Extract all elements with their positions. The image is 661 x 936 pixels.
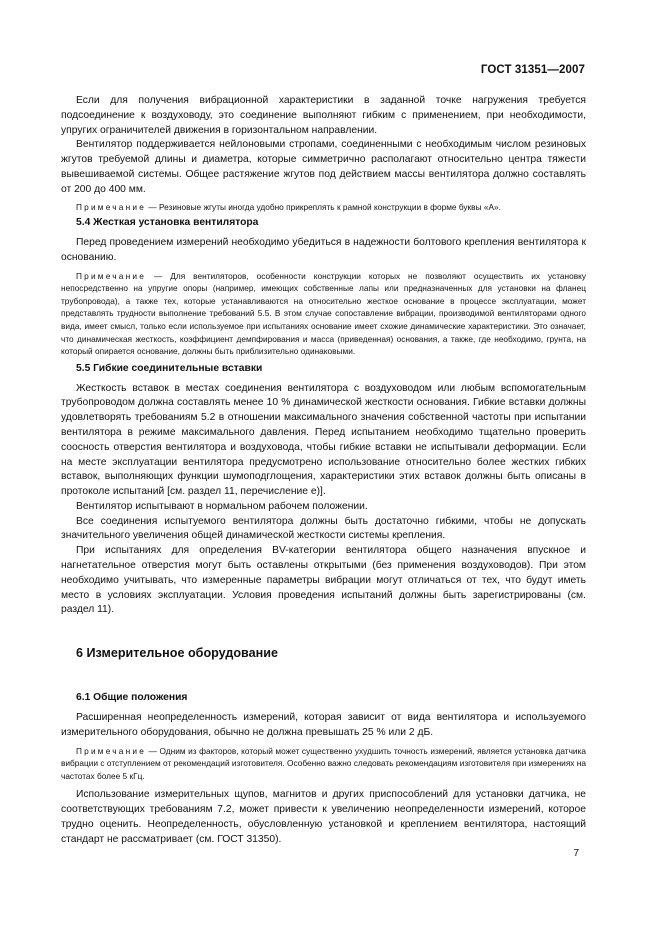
note-text: — Резиновые жгуты иногда удобно прикреплять к рамной конструкции в форме буквы «А». bbox=[146, 201, 501, 212]
paragraph: Перед проведением измерений необходимо убедиться в надежности болтового крепления вентилятора к основанию. bbox=[61, 236, 586, 263]
note-text: — Одним из факторов, который может существенно ухудшить точность измерений, является установка датчика вибрации с отступлением от рекомендаций изготовителя. Особенно важно следовать рекомендациям изготовителя при измерениях на частотах более 5 кГц. bbox=[61, 745, 586, 781]
section-heading-6-1: 6.1 Общие положения bbox=[76, 692, 188, 704]
paragraph: Жесткость вставок в местах соединения вентилятора с воздуховодом или любым вспомогательным трубопроводом должна составлять менее 10 % динамической жесткости основания. Гибкие вставки должны удовлетворять требованиям 5.2 в отношении максимального значения собственной частоты при испытании вентилятора в режиме максимального давления. Перед испытанием необходимо тщательно проверить соосность отверстия вентилятора и воздуховода, чтобы гибкие вставки не испытывали деформации. Если на месте эксплуатации вентилятора предусмотрено использование относительно более жестких гибких вставок, выполняющих функции шумоподглощения, характеристики этих вставок должны быть описаны в протоколе испытаний [см. раздел 11, перечисление е)]. bbox=[61, 382, 586, 498]
chapter-heading-6: 6 Измерительное оборудование bbox=[76, 646, 278, 661]
note-label: Примечание bbox=[76, 201, 147, 212]
note-label: Примечание bbox=[76, 745, 147, 756]
paragraph: Если для получения вибрационной характеристики в заданной точке нагружения требуется подсоединение к воздуховоду, это соединение выполняют гибким с применением, при необходимости, упругих ограничителей движения в горизонтальном направлении. bbox=[61, 95, 586, 136]
paragraph: Расширенная неопределенность измерений, которая зависит от вида вентилятора и используемого измерительного оборудования, обычно не должна превышать 25 % или 2 дБ. bbox=[61, 712, 586, 738]
paragraph: Вентилятор испытывают в нормальном рабочем положении. bbox=[76, 500, 368, 512]
note bbox=[61, 201, 586, 214]
standard-header: ГОСТ 31351—2007 bbox=[480, 64, 585, 76]
paragraph: Вентилятор поддерживается нейлоновыми стропами, соединенными с необходимым числом резиновых жгутов требуемой длины и диаметра, которые симметрично располагают относительно центра тяжести вывешиваемой системы. Общее растяжение жгутов под действием массы вентилятора должно составлять от 200 до 400 мм. bbox=[61, 139, 586, 195]
section-heading-5-5: 5.5 Гибкие соединительные вставки bbox=[76, 362, 263, 374]
note-label: Примечание bbox=[76, 270, 147, 281]
page-body bbox=[61, 94, 586, 848]
paragraph: При испытаниях для определения BV-категории вентилятора общего назначения впускное и нагнетательное отверстия могут быть оставлены открытыми (без применения воздуховодов). При этом необходимо учитывать, что измеренные параметры вибрации могут отличаться от тех, что будут иметь место в условиях эксплуатации. Условия проведения испытаний должны быть зарегистрированы (см. раздел 11). bbox=[61, 545, 586, 616]
note bbox=[61, 270, 586, 358]
section-heading-5-4: 5.4 Жесткая установка вентилятора bbox=[76, 217, 259, 229]
paragraph: Использование измерительных щупов, магнитов и других приспособлений для установки датчика, не соответствующих требованиям 7.2, может привести к увеличению неопределенности измерений, которое трудно оценить. Неопределенность, обусловленную установкой и креплением вентилятора, настоящий стандарт не рассматривает (см. ГОСТ 31350). bbox=[61, 789, 586, 845]
page-number: 7 bbox=[573, 848, 579, 859]
note bbox=[61, 745, 586, 783]
note-text: — Для вентиляторов, особенности конструкции которых не позволяют осуществить их установку непосредственно на упругие опоры (например, имеющих собственные лапы или предназначенных для установки на фланец трубопровода), а также тех, которые устанавливаются на относительно жесткое основание в процессе эксплуатации, может представлять трудности выполнение требований 5.5. В этом случае сопоставление вибрации, производимой вентиляторами одного вида, имеет смысл, только если используемое при испытаниях основание имеет схожие динамические характеристики. Это означает, что динамическая жесткость, коэффициент демпфирования и масса (приведенная) основания, а также, где необходимо, грунта, на который опирается основание, должны быть приблизительно одинаковыми. bbox=[61, 270, 586, 357]
paragraph: Все соединения испытуемого вентилятора должны быть достаточно гибкими, чтобы не допускать значительного увеличения общей динамической жесткости системы крепления. bbox=[61, 515, 586, 542]
